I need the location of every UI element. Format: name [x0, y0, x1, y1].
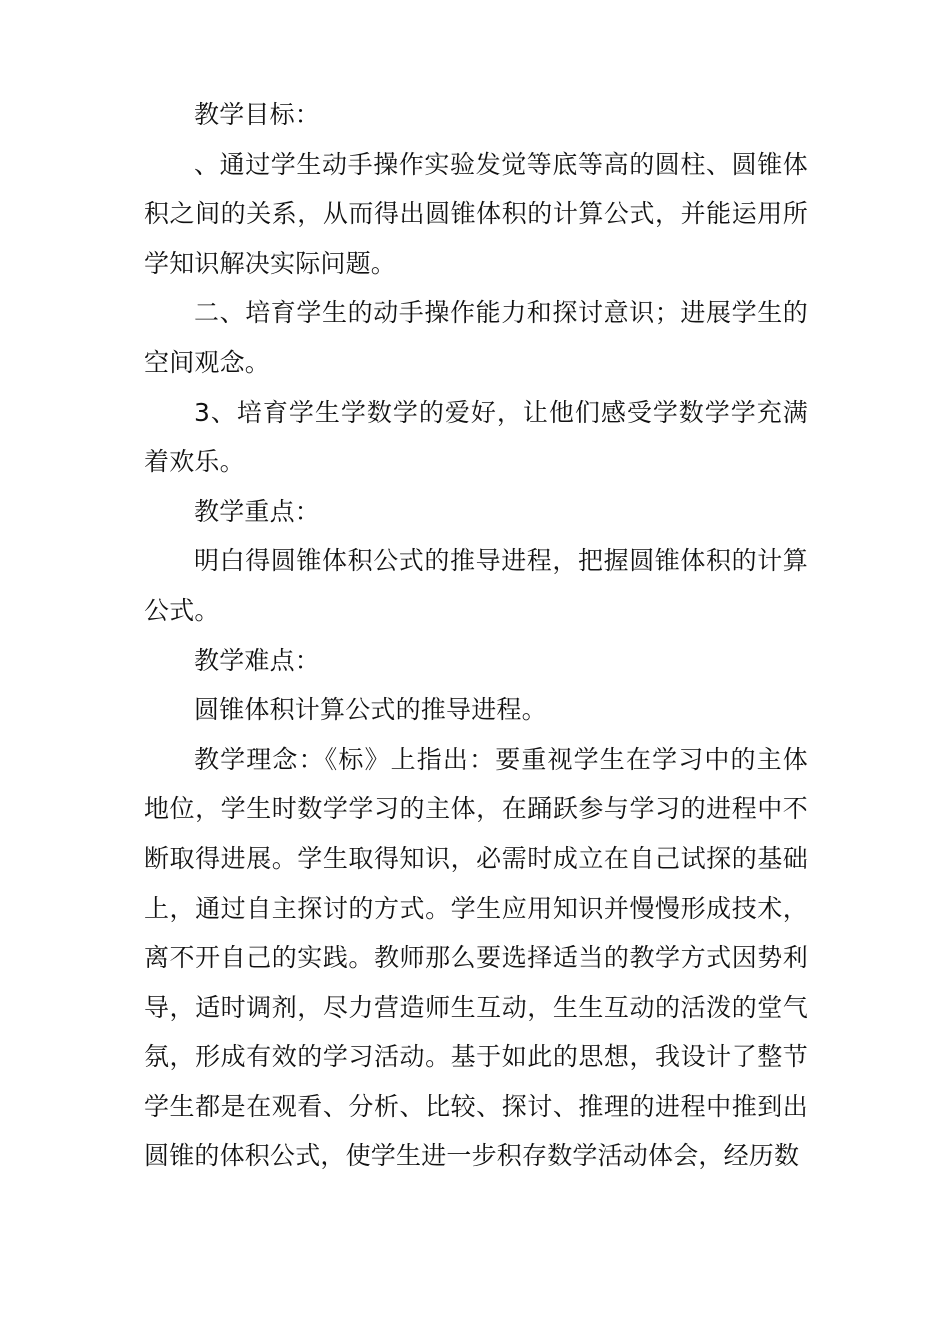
teaching-philosophy-text: 教学理念：《标》上指出：要重视学生在学习中的主体地位，学生时数学学习的主体，在踊跃参与学习的进程中不断取得进展。学生取得知识，必需时成立在自己试探的基础上，通过自主探讨的方式。学生应用知识并慢慢形成技术，离不开自己的实践。教师那么要选择适当的教学方式因势利导，适时调剂，尽力营造师生互动，生生互动的活泼的堂气氛，形成有效的学习活动。基于如此的思想，我设计了整节学生都是在观看、分析、比较、探讨、推理的进程中推到出圆锥的体积公式，使学生进一步积存数学活动体会，经历数: [144, 744, 808, 1171]
heading-difficulties: 教学难点：: [194, 645, 321, 675]
goal-item-3: 3、培育学生学数学的爱好，让他们感受学数学学充满着欢乐。: [144, 397, 808, 477]
goal-item-2: 二、培育学生的动手操作能力和探讨意识；进展学生的空间观念。: [144, 298, 808, 377]
difficulties-text: 圆锥体积计算公式的推导进程。: [194, 695, 547, 725]
heading-key-points: 教学重点：: [194, 496, 321, 526]
goal-item-1: 、通过学生动手操作实验发觉等底等高的圆柱、圆锥体积之间的关系，从而得出圆锥体积的计算公式，并能运用所学知识解决实际问题。: [144, 149, 808, 278]
heading-teaching-goals: 教学目标：: [194, 100, 321, 129]
document-body: [144, 90, 808, 1181]
key-points-text: 明白得圆锥体积公式的推导进程，把握圆锥体积的计算公式。: [144, 546, 808, 625]
